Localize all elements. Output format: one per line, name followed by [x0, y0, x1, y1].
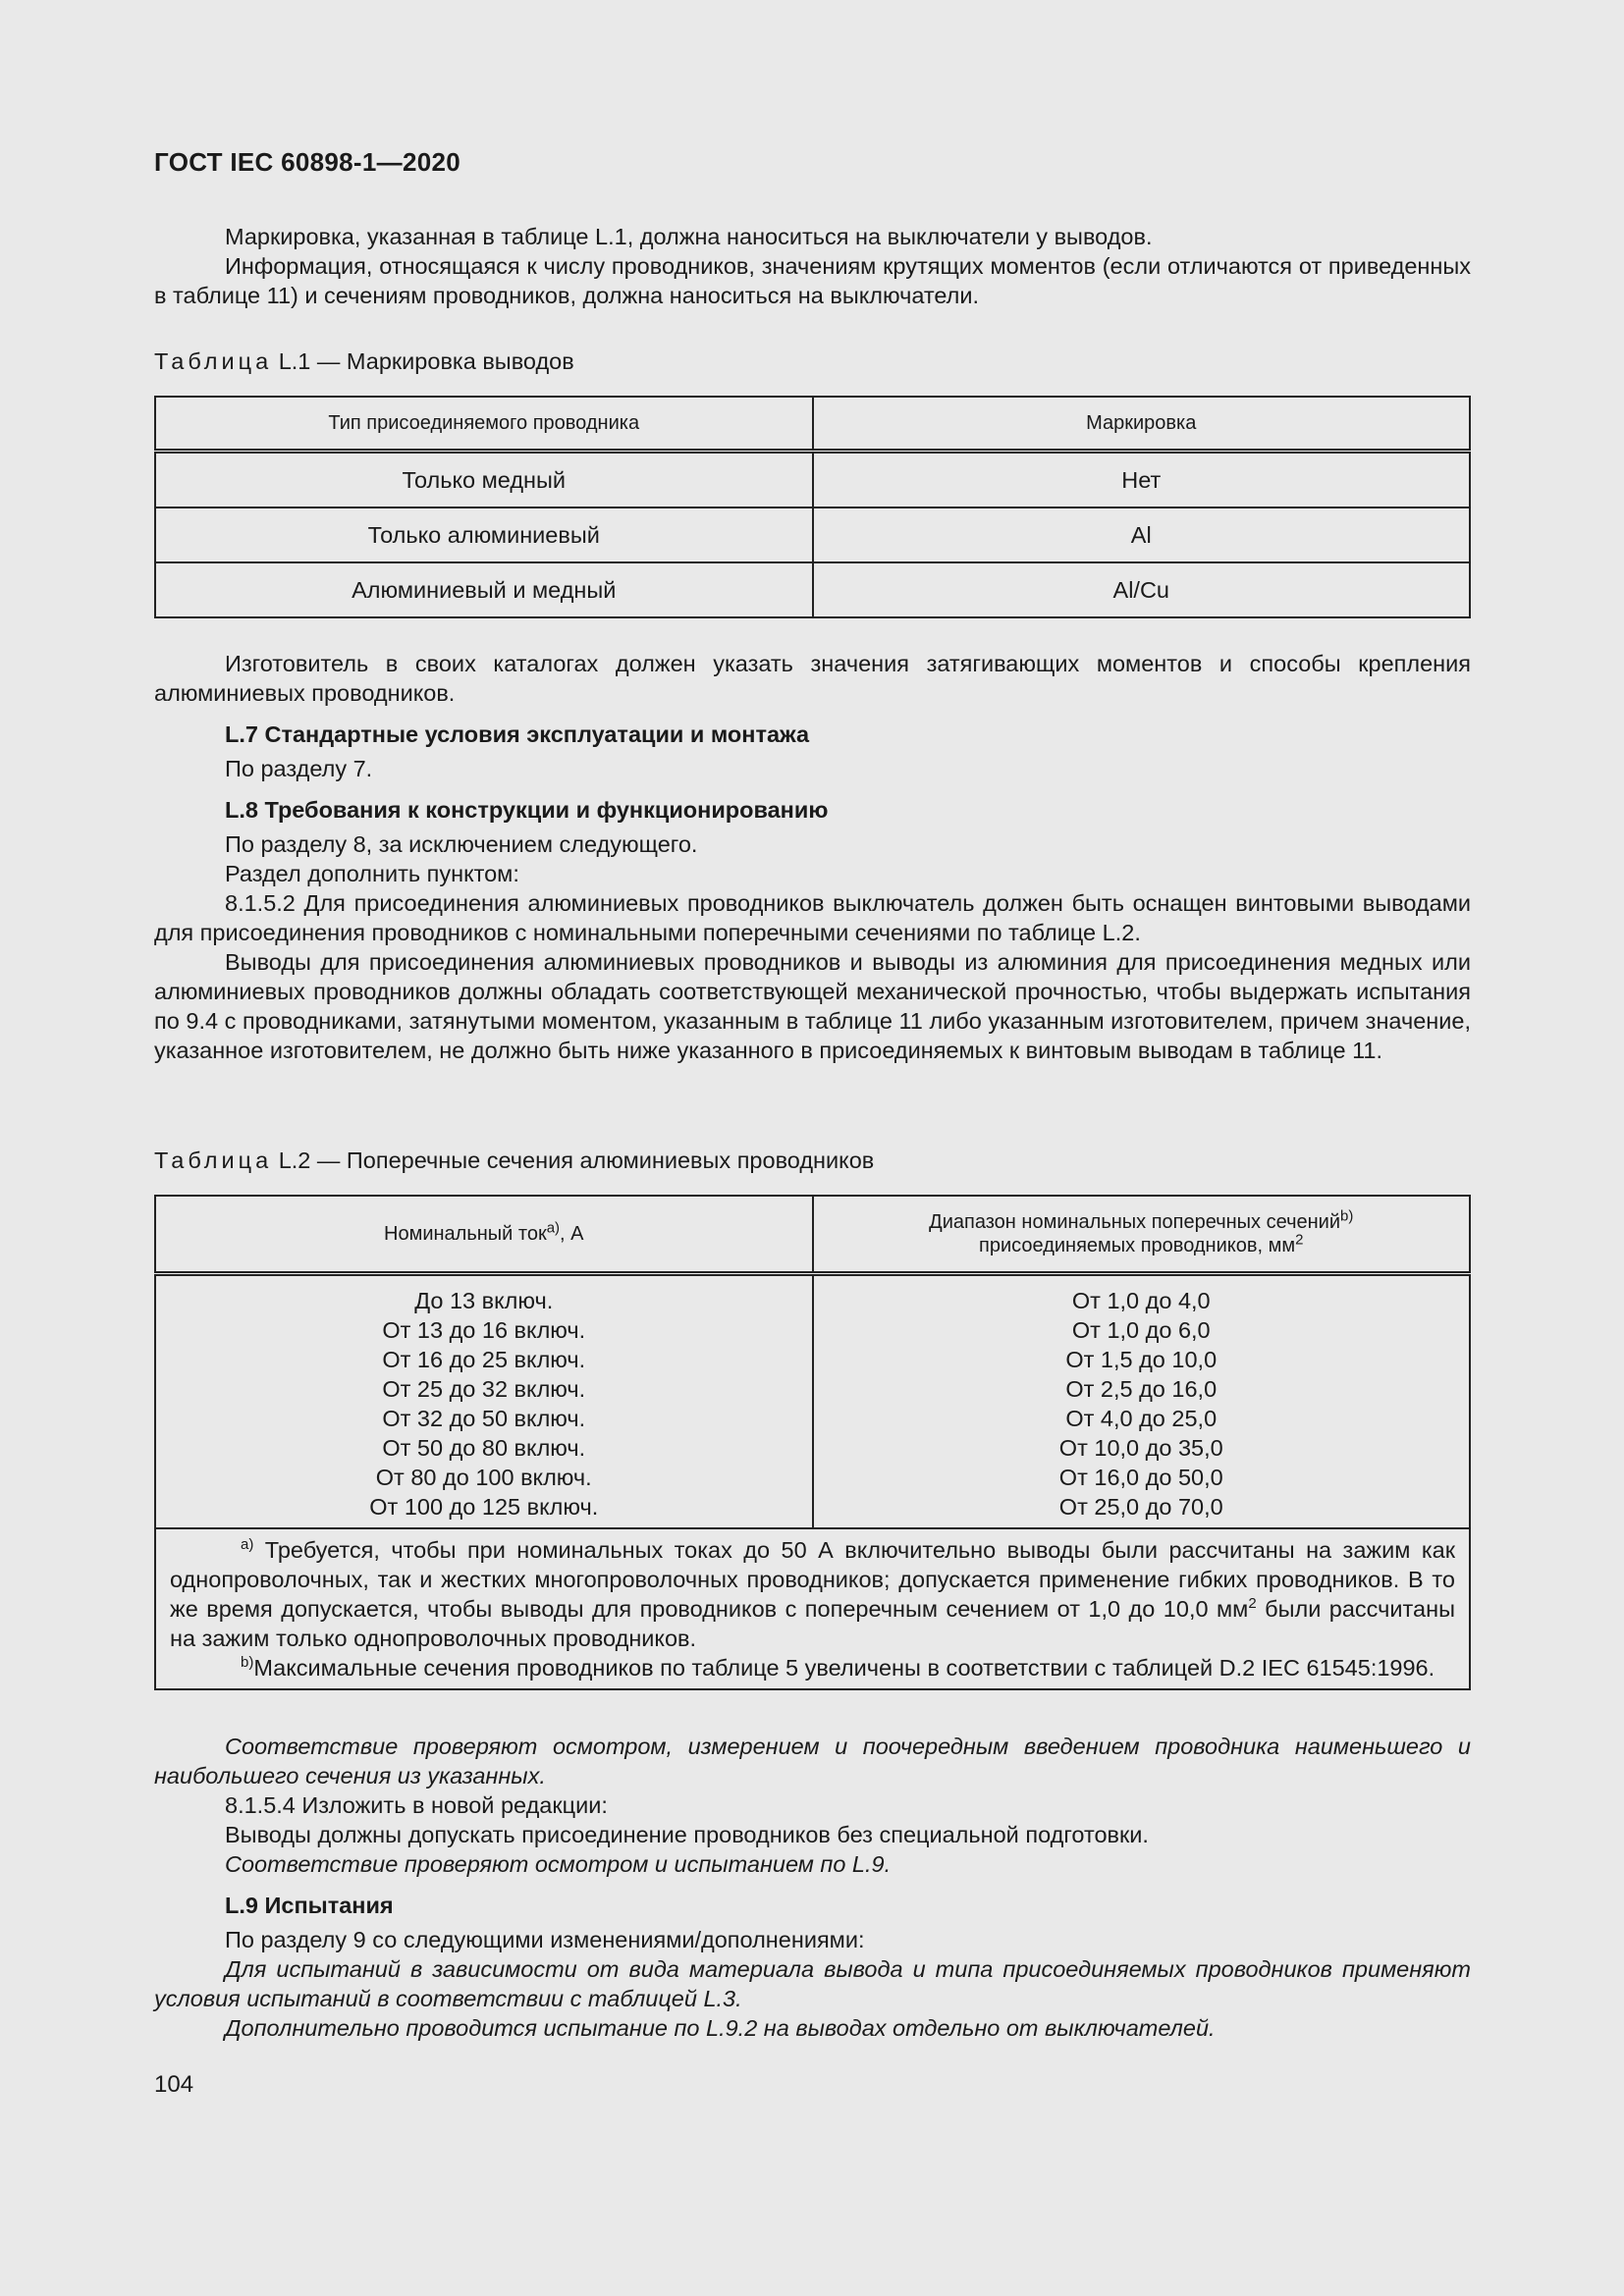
compliance-paragraph-2: Соответствие проверяют осмотром и испытанием по L.9.	[225, 1851, 892, 1877]
section-l8-paragraph-2: Выводы для присоединения алюминиевых проводников и выводы из алюминия для присоединения медных или алюминиевых проводников должны обладать соответствующей механической прочностью, чтобы выдержать испытания по 9.4 с проводниками, затянутыми моментом, указанным в таблице 11 либо указанным изготовителем, причем значение, указанное изготовителем, не должно быть ниже указанного в присоединяемых к винтовым выводам в таблице 11.	[154, 949, 1471, 1063]
compliance-paragraph-1: Соответствие проверяют осмотром, измерением и поочередным введением проводника наименьшего и наибольшего сечения из указанных.	[154, 1734, 1471, 1789]
table-l1	[154, 396, 1471, 618]
table2-section-value: От 2,5 до 16,0	[1065, 1376, 1218, 1402]
table1-cell: Только медный	[155, 452, 813, 508]
page-number: 104	[154, 2071, 194, 2098]
section-l8-line-2: Раздел дополнить пунктом:	[225, 861, 519, 886]
table2-current-value: От 50 до 80 включ.	[382, 1435, 586, 1461]
table2-current-value: До 13 включ.	[414, 1288, 554, 1313]
table2-current-value: От 16 до 25 включ.	[382, 1347, 586, 1372]
table1-caption-text: L.1 — Маркировка выводов	[278, 348, 574, 374]
document-header: ГОСТ IEC 60898-1—2020	[154, 147, 460, 177]
body-block-1	[154, 649, 1471, 1065]
table2-note-a: $^{a)}$ Требуется, чтобы при номинальных токах до 50 А включительно выводы были рассчитаны на зажим как однопроволочных, так и жестких многопроволочных проводников; допускается применение гибких проводников. В то же время допускается, чтобы выводы для проводников с поперечным сечением от 1,0 до 10,0 $мм^2$ были рассчитаны на зажим только однопроволочных проводников.	[170, 1536, 1455, 1651]
section-l9-italic-1: Для испытаний в зависимости от вида материала вывода и типа присоединяемых проводников применяют условия испытаний в соответствии с таблицей L.3.	[154, 1956, 1471, 2011]
table2-section-value: От 25,0 до 70,0	[1058, 1494, 1223, 1520]
terminals-line: Выводы должны допускать присоединение проводников без специальной подготовки.	[225, 1822, 1149, 1847]
table1-caption-label: Таблица	[154, 348, 273, 374]
table2-section-value: От 16,0 до 50,0	[1058, 1465, 1223, 1490]
table2-currents-cell	[155, 1274, 813, 1529]
table2-caption-text: L.2 — Поперечные сечения алюминиевых проводников	[278, 1148, 875, 1173]
intro-paragraph-1: Маркировка, указанная в таблице L.1, должна наноситься на выключатели у выводов.	[225, 224, 1153, 249]
intro-block	[154, 222, 1471, 310]
table2-header-current: Номинальный ток$^{a)}$, А	[155, 1196, 813, 1274]
table1-cell: Алюминиевый и медный	[155, 562, 813, 617]
section-l9-text: По разделу 9 со следующими изменениями/дополнениями:	[225, 1927, 865, 1952]
section-l7-title: L.7 Стандартные условия эксплуатации и монтажа	[225, 721, 810, 747]
table2-header-section: Диапазон номинальных поперечных сечений$^{b)}$ присоединяемых проводников, $мм^2$	[813, 1196, 1471, 1274]
section-l8-title: L.8 Требования к конструкции и функционированию	[225, 797, 829, 823]
table2-section-value: От 1,0 до 6,0	[1071, 1317, 1211, 1343]
section-l8-line-1: По разделу 8, за исключением следующего.	[225, 831, 698, 857]
table1-cell: Al/Cu	[813, 562, 1471, 617]
section-l7-text: По разделу 7.	[225, 756, 373, 781]
table2-section-value: От 4,0 до 25,0	[1065, 1406, 1218, 1431]
table1-header-marking: Маркировка	[813, 397, 1471, 452]
table2-current-value: От 80 до 100 включ.	[375, 1465, 592, 1490]
table2-sections-cell	[813, 1274, 1471, 1529]
section-l8-paragraph-1: 8.1.5.2 Для присоединения алюминиевых проводников выключатель должен быть оснащен винтовыми выводами для присоединения проводников с номинальными поперечными сечениями по таблице L.2.	[154, 890, 1471, 945]
table2-caption-label: Таблица	[154, 1148, 273, 1173]
table1-cell: Только алюминиевый	[155, 507, 813, 562]
table2-section-value: От 1,5 до 10,0	[1065, 1347, 1218, 1372]
manufacturer-paragraph: Изготовитель в своих каталогах должен указать значения затягивающих моментов и способы крепления алюминиевых проводников.	[154, 651, 1471, 706]
table1-cell: Al	[813, 507, 1471, 562]
section-l9-italic-2: Дополнительно проводится испытание по L.9.2 на выводах отдельно от выключателей.	[225, 2015, 1216, 2041]
table2-current-value: От 32 до 50 включ.	[382, 1406, 586, 1431]
table1-caption	[154, 347, 574, 376]
table2-note-b: $^{b)}$Максимальные сечения проводников по таблице 5 увеличены в соответствии с таблицей D.2 IEC 61545:1996.	[241, 1654, 1435, 1681]
table1-header-conductor: Тип присоединяемого проводника	[155, 397, 813, 452]
clause-8154-line: 8.1.5.4 Изложить в новой редакции:	[225, 1792, 608, 1818]
table2-notes	[155, 1528, 1470, 1689]
table2-caption	[154, 1146, 874, 1175]
table2-current-value: От 100 до 125 включ.	[369, 1494, 599, 1520]
table2-current-value: От 25 до 32 включ.	[382, 1376, 586, 1402]
table2-current-value: От 13 до 16 включ.	[382, 1317, 586, 1343]
intro-paragraph-2: Информация, относящаяся к числу проводников, значениям крутящих моментов (если отличаются от приведенных в таблице 11) и сечениям проводников, должна наноситься на выключатели.	[154, 253, 1471, 308]
table2-section-value: От 1,0 до 4,0	[1071, 1288, 1211, 1313]
table2-section-value: От 10,0 до 35,0	[1058, 1435, 1223, 1461]
body-block-2	[154, 1732, 1471, 2043]
table1-cell: Нет	[813, 452, 1471, 508]
table-l2	[154, 1195, 1471, 1690]
section-l9-title: L.9 Испытания	[225, 1893, 394, 1918]
